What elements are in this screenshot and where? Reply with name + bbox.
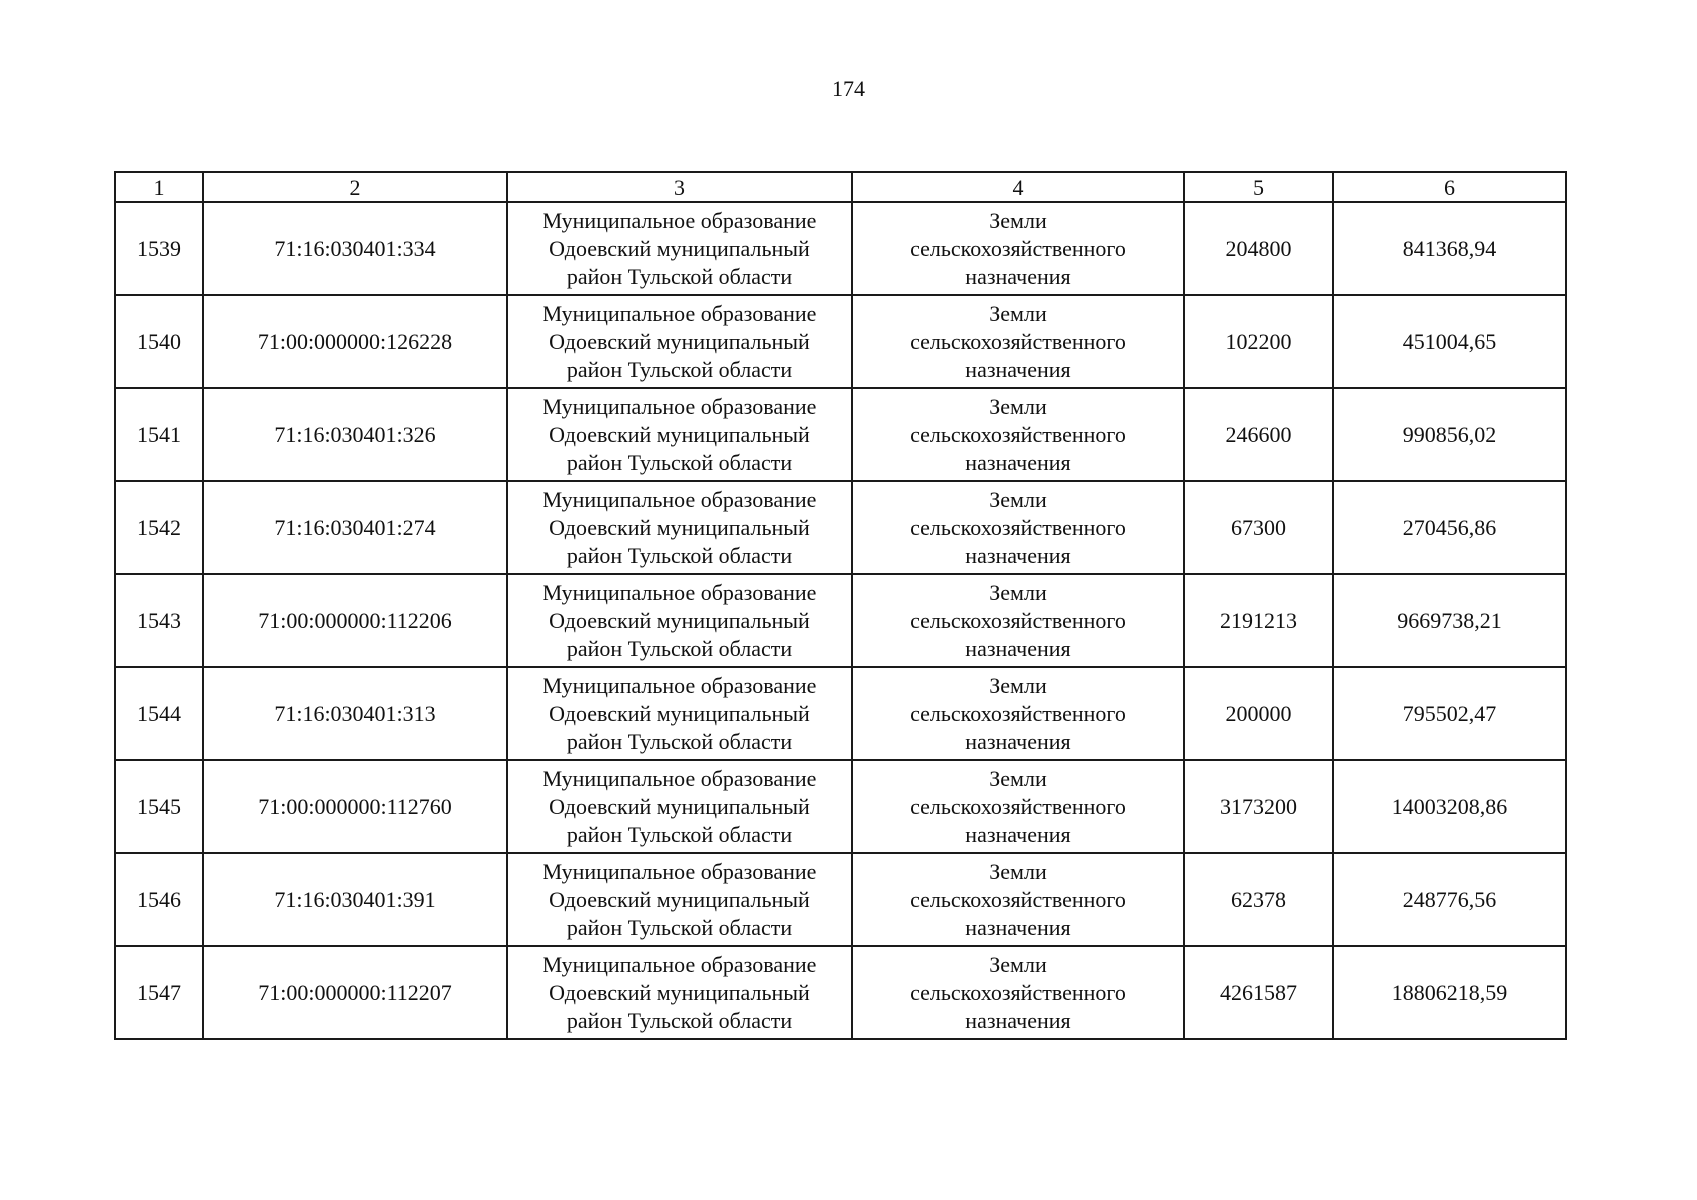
row-number-cell: 1546 — [115, 853, 203, 946]
land-category-cell-line: сельскохозяйственного — [910, 886, 1126, 912]
land-category-cell-line: Земли — [989, 300, 1047, 326]
land-category-cell-line: Земли — [989, 486, 1047, 512]
land-category-cell — [852, 574, 1184, 667]
column-header-6: 6 — [1333, 172, 1566, 202]
land-category-cell — [852, 295, 1184, 388]
area-cell: 3173200 — [1184, 760, 1333, 853]
land-category-cell-line: назначения — [965, 356, 1071, 382]
land-category-cell — [852, 202, 1184, 295]
owner-cell-line: Муниципальное образование — [542, 951, 817, 977]
owner-cell-line: Муниципальное образование — [542, 300, 817, 326]
row-number-cell: 1544 — [115, 667, 203, 760]
owner-cell — [507, 667, 852, 760]
owner-cell-line: Муниципальное образование — [542, 486, 817, 512]
cadastral-number-cell: 71:16:030401:391 — [203, 853, 507, 946]
page-number: 174 — [832, 76, 865, 101]
land-category-cell-line: сельскохозяйственного — [910, 514, 1126, 540]
owner-cell-line: Одоевский муниципальный — [549, 700, 810, 726]
owner-cell-line: Одоевский муниципальный — [549, 421, 810, 447]
table-row — [115, 853, 1566, 946]
land-category-cell-line: Земли — [989, 858, 1047, 884]
cadastral-value-cell: 795502,47 — [1333, 667, 1566, 760]
owner-cell-line: район Тульской области — [566, 263, 793, 289]
area-cell: 67300 — [1184, 481, 1333, 574]
land-category-cell-line: сельскохозяйственного — [910, 793, 1126, 819]
area-cell: 102200 — [1184, 295, 1333, 388]
land-category-cell-line: сельскохозяйственного — [910, 700, 1126, 726]
owner-cell-line: Муниципальное образование — [542, 765, 817, 791]
table-row — [115, 760, 1566, 853]
column-header-1: 1 — [115, 172, 203, 202]
land-category-cell-line: сельскохозяйственного — [910, 328, 1126, 354]
land-category-cell — [852, 481, 1184, 574]
land-category-cell-line: сельскохозяйственного — [910, 421, 1126, 447]
owner-cell-line: район Тульской области — [566, 821, 793, 847]
land-category-cell-line: назначения — [965, 1007, 1071, 1033]
land-category-cell-line: сельскохозяйственного — [910, 979, 1126, 1005]
land-category-cell-line: назначения — [965, 449, 1071, 475]
table-row — [115, 202, 1566, 295]
land-category-cell-line: назначения — [965, 542, 1071, 568]
table-row — [115, 667, 1566, 760]
row-number-cell: 1542 — [115, 481, 203, 574]
land-category-cell-line: назначения — [965, 263, 1071, 289]
land-category-cell-line: сельскохозяйственного — [910, 607, 1126, 633]
land-category-cell-line: назначения — [965, 821, 1071, 847]
table-row — [115, 946, 1566, 1039]
owner-cell-line: Одоевский муниципальный — [549, 793, 810, 819]
land-category-cell — [852, 388, 1184, 481]
cadastral-number-cell: 71:16:030401:334 — [203, 202, 507, 295]
owner-cell — [507, 574, 852, 667]
cadastral-number-cell: 71:16:030401:274 — [203, 481, 507, 574]
owner-cell-line: Одоевский муниципальный — [549, 979, 810, 1005]
land-category-cell — [852, 946, 1184, 1039]
cadastral-number-cell: 71:16:030401:313 — [203, 667, 507, 760]
table-row — [115, 295, 1566, 388]
owner-cell — [507, 760, 852, 853]
cadastral-value-cell: 990856,02 — [1333, 388, 1566, 481]
owner-cell-line: Одоевский муниципальный — [549, 328, 810, 354]
table-row — [115, 481, 1566, 574]
owner-cell-line: район Тульской области — [566, 542, 793, 568]
cadastral-value-cell: 270456,86 — [1333, 481, 1566, 574]
cadastral-number-cell: 71:16:030401:326 — [203, 388, 507, 481]
owner-cell-line: Одоевский муниципальный — [549, 235, 810, 261]
area-cell: 2191213 — [1184, 574, 1333, 667]
land-category-cell — [852, 667, 1184, 760]
cadastral-value-cell: 9669738,21 — [1333, 574, 1566, 667]
owner-cell — [507, 946, 852, 1039]
table-header-row — [115, 172, 1566, 202]
owner-cell-line: Муниципальное образование — [542, 207, 817, 233]
area-cell: 246600 — [1184, 388, 1333, 481]
owner-cell-line: район Тульской области — [566, 914, 793, 940]
area-cell: 200000 — [1184, 667, 1333, 760]
owner-cell — [507, 295, 852, 388]
table-row — [115, 388, 1566, 481]
cadastral-value-cell: 841368,94 — [1333, 202, 1566, 295]
cadastral-value-cell: 18806218,59 — [1333, 946, 1566, 1039]
land-category-cell-line: сельскохозяйственного — [910, 235, 1126, 261]
row-number-cell: 1545 — [115, 760, 203, 853]
column-header-5: 5 — [1184, 172, 1333, 202]
cadastral-number-cell: 71:00:000000:126228 — [203, 295, 507, 388]
owner-cell-line: Муниципальное образование — [542, 393, 817, 419]
cadastral-number-cell: 71:00:000000:112207 — [203, 946, 507, 1039]
owner-cell-line: Муниципальное образование — [542, 672, 817, 698]
cadastral-number-cell: 71:00:000000:112206 — [203, 574, 507, 667]
land-category-cell-line: Земли — [989, 672, 1047, 698]
area-cell: 204800 — [1184, 202, 1333, 295]
column-header-3: 3 — [507, 172, 852, 202]
row-number-cell: 1539 — [115, 202, 203, 295]
cadastral-number-cell: 71:00:000000:112760 — [203, 760, 507, 853]
owner-cell-line: район Тульской области — [566, 728, 793, 754]
owner-cell-line: район Тульской области — [566, 1007, 793, 1033]
row-number-cell: 1540 — [115, 295, 203, 388]
owner-cell — [507, 853, 852, 946]
land-category-cell-line: Земли — [989, 765, 1047, 791]
owner-cell-line: Одоевский муниципальный — [549, 607, 810, 633]
land-category-cell-line: назначения — [965, 914, 1071, 940]
owner-cell-line: Муниципальное образование — [542, 579, 817, 605]
column-header-2: 2 — [203, 172, 507, 202]
column-header-4: 4 — [852, 172, 1184, 202]
cadastral-value-cell: 14003208,86 — [1333, 760, 1566, 853]
land-plots-table — [114, 171, 1567, 1040]
land-category-cell-line: назначения — [965, 728, 1071, 754]
area-cell: 4261587 — [1184, 946, 1333, 1039]
owner-cell — [507, 481, 852, 574]
land-category-cell-line: Земли — [989, 393, 1047, 419]
row-number-cell: 1543 — [115, 574, 203, 667]
area-cell: 62378 — [1184, 853, 1333, 946]
owner-cell-line: район Тульской области — [566, 356, 793, 382]
owner-cell-line: Одоевский муниципальный — [549, 514, 810, 540]
row-number-cell: 1541 — [115, 388, 203, 481]
land-category-cell — [852, 853, 1184, 946]
land-category-cell-line: Земли — [989, 579, 1047, 605]
cadastral-value-cell: 248776,56 — [1333, 853, 1566, 946]
land-category-cell — [852, 760, 1184, 853]
land-category-cell-line: Земли — [989, 207, 1047, 233]
table-row — [115, 574, 1566, 667]
owner-cell-line: Одоевский муниципальный — [549, 886, 810, 912]
owner-cell — [507, 388, 852, 481]
owner-cell-line: Муниципальное образование — [542, 858, 817, 884]
cadastral-value-cell: 451004,65 — [1333, 295, 1566, 388]
owner-cell-line: район Тульской области — [566, 449, 793, 475]
owner-cell — [507, 202, 852, 295]
land-category-cell-line: Земли — [989, 951, 1047, 977]
row-number-cell: 1547 — [115, 946, 203, 1039]
owner-cell-line: район Тульской области — [566, 635, 793, 661]
land-category-cell-line: назначения — [965, 635, 1071, 661]
table-body — [115, 202, 1566, 1039]
